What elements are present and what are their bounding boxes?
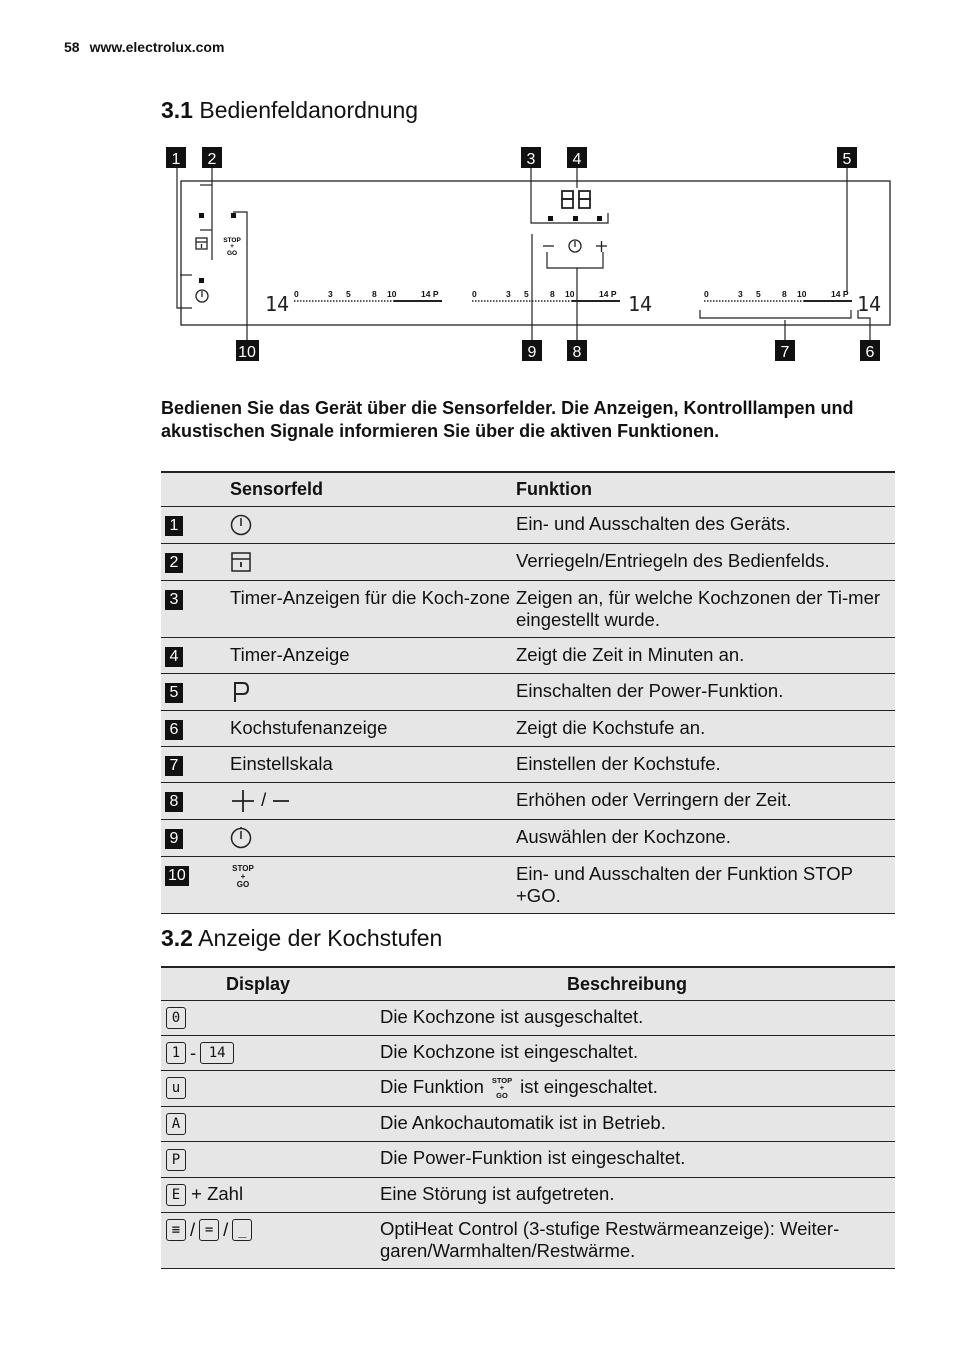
- row-function: Einstellen der Kochstufe.: [516, 747, 895, 783]
- section-number: 3.1: [161, 97, 193, 123]
- table-row: [161, 581, 895, 638]
- scale-label: 5: [346, 289, 351, 299]
- callout-4: 4: [572, 151, 582, 168]
- table-row: [161, 1212, 895, 1268]
- display-symbol: E: [166, 1184, 186, 1206]
- scale-label: 10: [565, 289, 575, 299]
- row-number: 1: [165, 516, 183, 536]
- separator: /: [190, 1218, 196, 1240]
- stop-go-icon: [223, 237, 241, 257]
- power-icon: [230, 513, 254, 537]
- row-sensor: Kochstufenanzeige: [230, 711, 516, 747]
- scale-label: 0: [704, 289, 709, 299]
- lock-icon: [196, 238, 207, 249]
- callout-3: 3: [526, 151, 536, 168]
- power-boost-p-icon: [230, 680, 254, 704]
- page-header: [64, 39, 224, 55]
- display-symbol: =: [199, 1219, 219, 1241]
- table-row: [161, 1036, 895, 1071]
- scale-label: 10: [387, 289, 397, 299]
- stop-go-icon: [489, 1076, 515, 1100]
- scale-label: 8: [550, 289, 555, 299]
- table-row: [161, 674, 895, 711]
- row-function: Auswählen der Kochzone.: [516, 820, 895, 857]
- table-row: [161, 544, 895, 581]
- callout-5: 5: [842, 151, 852, 168]
- power-icon: [196, 290, 208, 302]
- display-table: [161, 966, 895, 1269]
- section-number: 3.2: [161, 925, 193, 951]
- separator: /: [223, 1218, 229, 1240]
- sensor-header: Sensorfeld: [230, 472, 516, 507]
- row-number: 7: [165, 756, 183, 776]
- row-sensor: /: [261, 789, 267, 810]
- callout-2: 2: [207, 151, 217, 168]
- scale-label: 14 P: [421, 289, 439, 299]
- intro-text: Bedienen Sie das Gerät über die Sensorfelder. Die Anzeigen, Kontrolllampen und akustischen Signale informieren Sie über die aktiven Funktionen.: [161, 398, 854, 441]
- row-function: Zeigen an, für welche Kochzonen der Ti-mer eingestellt wurde.: [516, 581, 895, 638]
- row-number: 3: [165, 590, 183, 610]
- row-description: Die Kochzone ist ausgeschaltet.: [380, 1001, 895, 1036]
- row-description: Die Power-Funktion ist eingeschaltet.: [380, 1142, 895, 1177]
- svg-text:STOP: STOP: [223, 237, 241, 244]
- scale-label: 0: [472, 289, 477, 299]
- zone-select-icon: [230, 826, 254, 850]
- display-symbol: 14: [200, 1042, 234, 1064]
- row-function: Verriegeln/Entriegeln des Bedienfelds.: [516, 544, 895, 581]
- display-symbol: _: [232, 1219, 252, 1241]
- separator: -: [190, 1042, 197, 1064]
- zone-select-icon: [569, 240, 581, 252]
- scale-label: 5: [524, 289, 529, 299]
- display-left: 14: [265, 292, 290, 316]
- row-function: Zeigt die Zeit in Minuten an.: [516, 638, 895, 674]
- function-header: Funktion: [516, 472, 895, 507]
- row-function: Einschalten der Power-Funktion.: [516, 674, 895, 711]
- table-row: [161, 747, 895, 783]
- display-symbol: u: [166, 1077, 186, 1099]
- row-sensor: Timer-Anzeige: [230, 638, 516, 674]
- table-row: [161, 638, 895, 674]
- row-function: Ein- und Ausschalten des Geräts.: [516, 507, 895, 544]
- scale-label: 3: [738, 289, 743, 299]
- row-description: Die Kochzone ist eingeschaltet.: [380, 1036, 895, 1071]
- table-row: [161, 1142, 895, 1177]
- svg-text:STOP: STOP: [491, 1076, 513, 1086]
- website-url: www.electrolux.com: [89, 39, 225, 55]
- svg-text:GO: GO: [226, 250, 238, 257]
- section-title: Anzeige der Kochstufen: [198, 925, 443, 951]
- display-header: Display: [161, 967, 380, 1001]
- callout-1: 1: [171, 151, 181, 168]
- svg-text:STOP: STOP: [232, 864, 254, 873]
- callout-6: 6: [865, 344, 875, 361]
- row-function: Ein- und Ausschalten der Funktion STOP +GO.: [516, 857, 895, 914]
- scale-label: 0: [294, 289, 299, 299]
- row-number: 10: [165, 866, 189, 886]
- callout-9: 9: [527, 344, 537, 361]
- table-row: [161, 1107, 895, 1142]
- row-description: Die Funktion STOP + GO ist eingeschaltet.: [380, 1071, 895, 1107]
- table-row: [161, 820, 895, 857]
- row-description: Die Ankochautomatik ist in Betrieb.: [380, 1107, 895, 1142]
- row-sensor: Einstellskala: [230, 747, 516, 783]
- table-row: [161, 1177, 895, 1212]
- page-number: 58: [64, 39, 80, 55]
- scale-label: 14 P: [831, 289, 849, 299]
- scale-label: 5: [756, 289, 761, 299]
- sensor-table: [161, 471, 895, 914]
- display-mid: 14: [628, 292, 653, 316]
- callout-8: 8: [572, 344, 582, 361]
- section-heading-3-2: [161, 925, 442, 952]
- display-symbol: 1: [166, 1042, 186, 1064]
- row-description: OptiHeat Control (3-stufige Restwärmeanzeige): Weiter-garen/Warmhalten/Restwärme.: [380, 1212, 895, 1268]
- control-panel-diagram: [0, 140, 954, 370]
- svg-text:+: +: [230, 243, 234, 250]
- description-header: Beschreibung: [380, 967, 895, 1001]
- lock-icon: [230, 550, 254, 574]
- scale-label: 10: [797, 289, 807, 299]
- scale-label: 8: [372, 289, 377, 299]
- table-row: [161, 1071, 895, 1107]
- display-symbol: P: [166, 1149, 186, 1171]
- row-number: 9: [165, 829, 183, 849]
- callout-10: 10: [238, 344, 256, 361]
- table-row: [161, 857, 895, 914]
- svg-text:+: +: [240, 872, 246, 881]
- svg-text:+: +: [499, 1083, 505, 1093]
- scale-label: 8: [782, 289, 787, 299]
- section-heading-3-1: [161, 97, 418, 124]
- stop-go-icon: [230, 863, 260, 893]
- display-symbol: ≡: [166, 1219, 186, 1241]
- svg-text:GO: GO: [236, 880, 250, 889]
- display-symbol: 0: [166, 1007, 186, 1029]
- scale-label: 3: [506, 289, 511, 299]
- row-number: 8: [165, 792, 183, 812]
- row-sensor: Timer-Anzeigen für die Koch-zone: [230, 581, 516, 638]
- svg-text:GO: GO: [496, 1091, 508, 1101]
- plus-icon: [596, 241, 607, 252]
- row-function: Zeigt die Kochstufe an.: [516, 711, 895, 747]
- display-right: 14: [857, 292, 882, 316]
- scale-label: 3: [328, 289, 333, 299]
- section-title: Bedienfeldanordnung: [199, 97, 419, 123]
- callout-7: 7: [780, 344, 790, 361]
- row-description: Eine Störung ist aufgetreten.: [380, 1177, 895, 1212]
- plus-icon: [230, 789, 256, 813]
- table-row: [161, 1001, 895, 1036]
- scale-label: 14 P: [599, 289, 617, 299]
- table-row: [161, 507, 895, 544]
- row-function: Erhöhen oder Verringern der Zeit.: [516, 783, 895, 820]
- display-suffix: + Zahl: [191, 1182, 244, 1204]
- table-row: [161, 711, 895, 747]
- row-number: 4: [165, 647, 183, 667]
- row-number: 6: [165, 720, 183, 740]
- table-row: [161, 783, 895, 820]
- timer-display: [562, 191, 590, 208]
- row-number: 2: [165, 553, 183, 573]
- display-symbol: A: [166, 1113, 186, 1135]
- row-number: 5: [165, 683, 183, 703]
- minus-icon: [271, 789, 291, 813]
